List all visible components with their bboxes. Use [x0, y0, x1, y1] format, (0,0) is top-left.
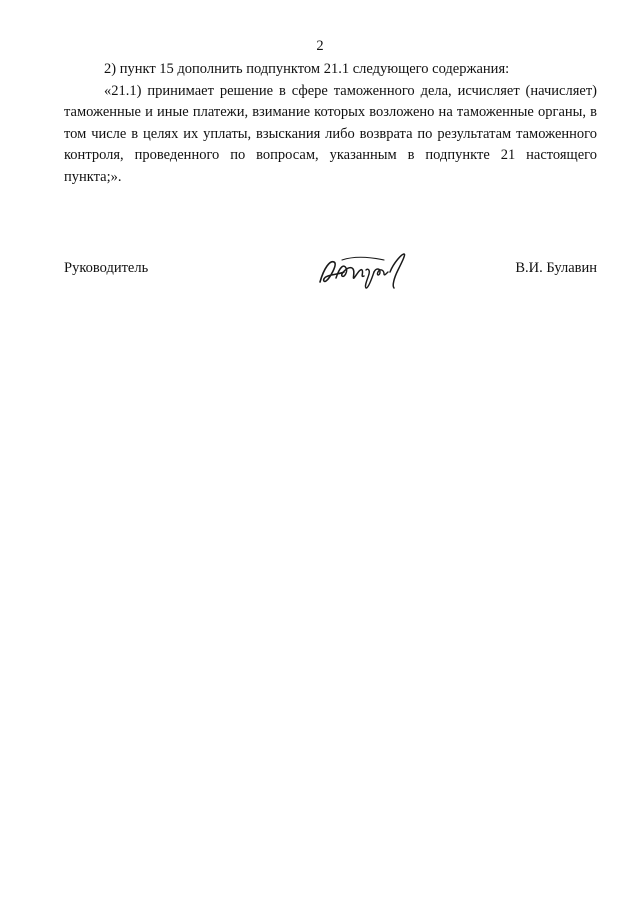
signatory-name: В.И. Булавин [515, 260, 597, 276]
signatory-title: Руководитель [64, 260, 149, 276]
page-number: 2 [316, 38, 324, 54]
paragraph-subclause-21-1: «21.1) принимает решение в сфере таможенного дела, исчисляет (начисляет) таможенные и иные платежи, взимание которых возложено на таможенные органы, в том числе в целях их уплаты, взыскания либо возврата по результатам таможенного контроля, проведенного по вопросам, указанным в подпункте 21 настоящего пункта;». [64, 82, 597, 185]
paragraph-amendment-intro: 2) пункт 15 дополнить подпунктом 21.1 следующего содержания: [104, 61, 510, 77]
handwritten-signature [314, 248, 410, 292]
document-body [64, 59, 597, 189]
signature-block [64, 246, 597, 296]
